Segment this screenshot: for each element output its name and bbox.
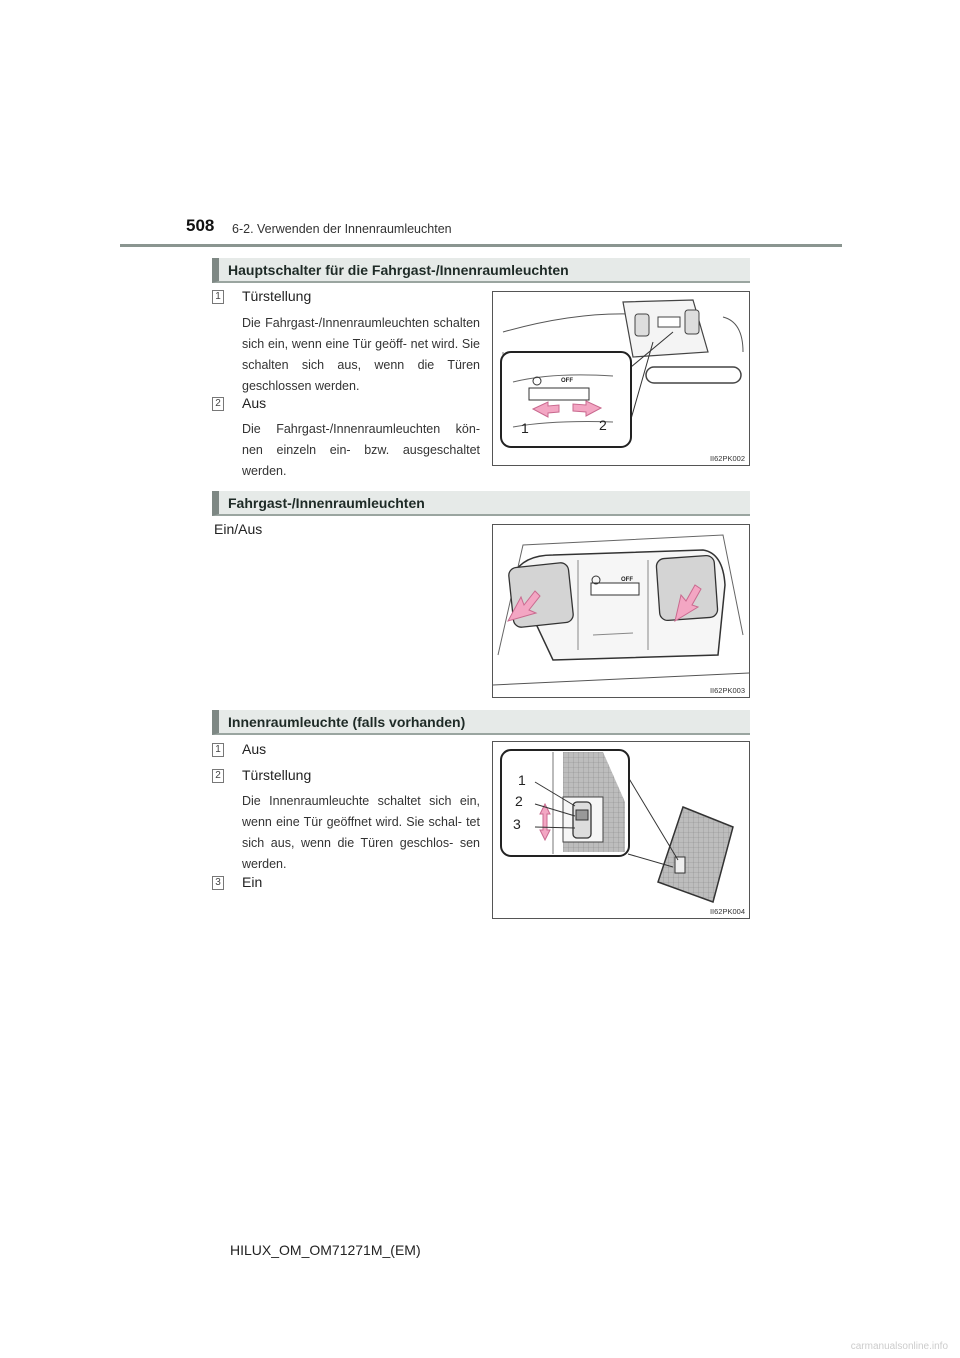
- section-heading-text: Hauptschalter für die Fahrgast-/Innenraumleuchten: [228, 262, 569, 278]
- callout-3: 3: [513, 816, 521, 832]
- interior-light-illustration: [493, 742, 749, 918]
- item-description-door: Die Fahrgast-/Innenraumleuchten schalten sich ein, wenn eine Tür geöff- net wird. Sie schalten sich aus, wenn die Türen geschlossen werden.: [242, 316, 480, 393]
- section-heading-main-switch: [212, 258, 750, 283]
- item-label-door: Türstellung: [242, 288, 312, 304]
- item-label-door: Türstellung: [242, 767, 312, 783]
- on-off-text: Ein/Aus: [214, 521, 263, 537]
- item-description-door: Die Innenraumleuchte schaltet sich ein, wenn eine Tür geöffnet wird. Sie schal- tet sich aus, wenn die Türen geschlos- sen werden.: [242, 794, 480, 871]
- header-divider: [120, 244, 842, 247]
- figure-interior-light: [492, 741, 750, 919]
- page-number: 508: [186, 216, 215, 235]
- document-id: HILUX_OM_OM71271M_(EM): [230, 1242, 421, 1258]
- item-label-off: Aus: [242, 395, 267, 411]
- item-description-off: Die Fahrgast-/Innenraumleuchten kön- nen einzeln ein- bzw. ausgeschaltet werden.: [242, 422, 480, 478]
- personal-lights-illustration: [493, 525, 749, 697]
- section-heading-interior-light: [212, 710, 750, 735]
- callout-1: 1: [518, 772, 526, 788]
- item-number: 1: [212, 743, 224, 757]
- watermark: carmanualsonline.info: [850, 1341, 948, 1352]
- section-heading-personal-lights: [212, 491, 750, 516]
- item-label-off: Aus: [242, 741, 267, 757]
- figure-personal-lights: [492, 524, 750, 698]
- switch-off-text: OFF: [621, 577, 633, 583]
- figure-label: II62PK004: [709, 907, 745, 916]
- item-number: 2: [212, 769, 224, 783]
- section-heading-text: Fahrgast-/Innenraumleuchten: [228, 495, 425, 511]
- callout-2: 2: [515, 793, 523, 809]
- callout-2: 2: [599, 417, 607, 433]
- item-number: 1: [212, 290, 224, 304]
- figure-label: II62PK003: [709, 686, 745, 695]
- item-number: 3: [212, 876, 224, 890]
- section-title: 6-2. Verwenden der Innenraumleuchten: [232, 222, 452, 236]
- item-number: 2: [212, 397, 224, 411]
- callout-1: 1: [521, 420, 529, 436]
- figure-main-switch: [492, 291, 750, 466]
- section-heading-text: Innenraumleuchte (falls vorhanden): [228, 714, 466, 730]
- item-label-on: Ein: [242, 874, 263, 890]
- main-switch-illustration: [493, 292, 749, 465]
- figure-label: II62PK002: [709, 454, 745, 463]
- switch-off-text: OFF: [561, 378, 573, 384]
